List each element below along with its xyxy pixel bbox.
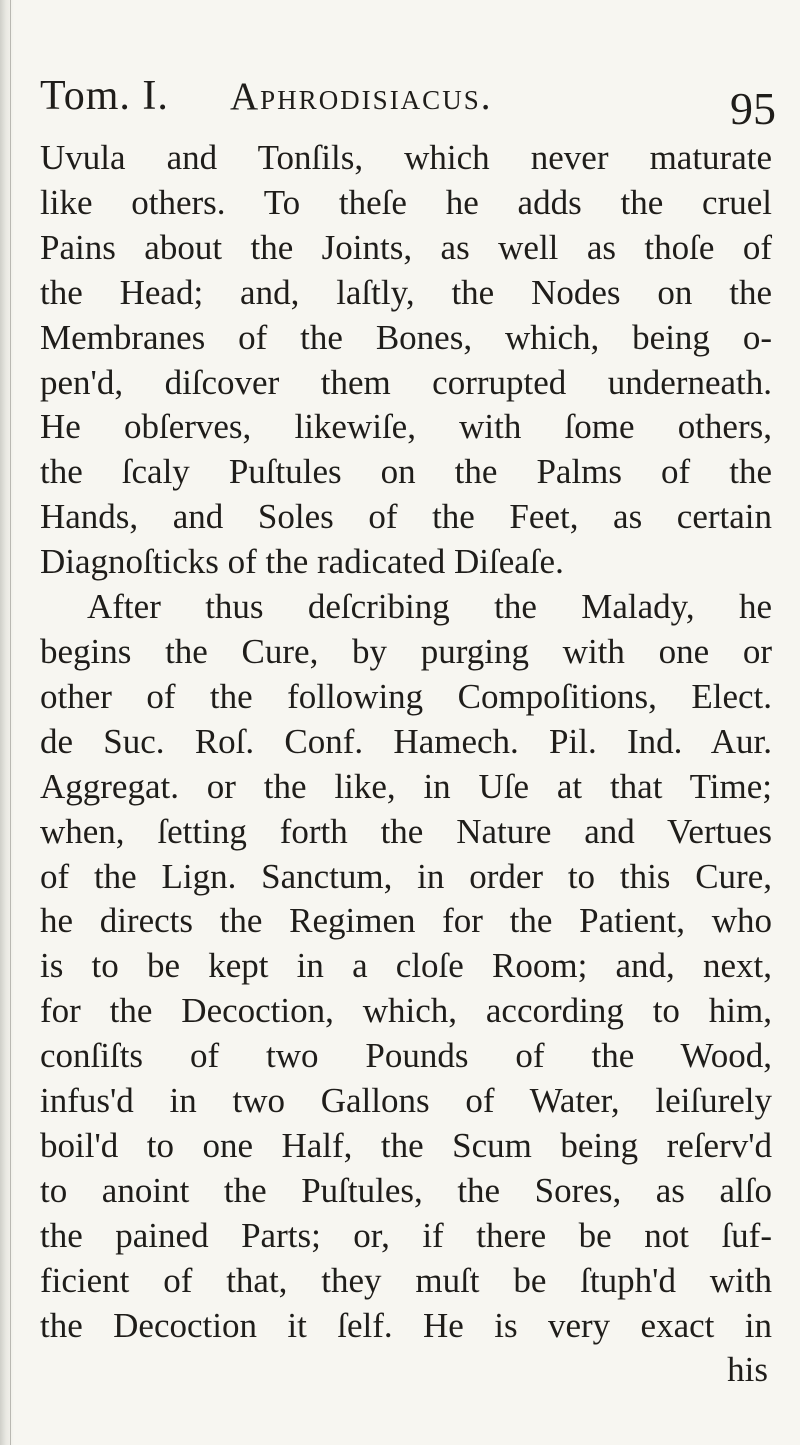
text-line: ficient of that, they muſt be ſtuph'd with [40, 1260, 772, 1300]
text-line: is to be kept in a cloſe Room; and, next, [40, 946, 772, 986]
text-line: Aggregat. or the like, in Uſe at that Time; [40, 766, 772, 806]
page-gutter-shadow [0, 0, 14, 1445]
page-number: 95 [730, 83, 776, 134]
text-line: the Head; and, laſtly, the Nodes on the [40, 272, 772, 312]
book-page [40, 72, 776, 1393]
text-line: infus'd in two Gallons of Water, leiſurely [40, 1081, 772, 1121]
text-line: like others. To theſe he adds the cruel [40, 182, 772, 222]
text-line: de Suc. Roſ. Conf. Hamech. Pil. Ind. Aur. [40, 721, 772, 761]
running-head [40, 72, 776, 134]
text-line: pen'd, diſcover them corrupted underneath. [40, 362, 772, 402]
text-line: begins the Cure, by purging with one or [40, 631, 772, 671]
text-line: for the Decoction, which, according to him, [40, 991, 772, 1031]
text-line: the ſcaly Puſtules on the Palms of the [40, 452, 772, 492]
text-line: Pains about the Joints, as well as thoſe of [40, 227, 772, 267]
text-line: Diagnoſticks of the radicated Diſeaſe. [40, 542, 564, 582]
catchword: his [727, 1350, 768, 1390]
text-line: the Decoction it ſelf. He is very exact in [40, 1305, 772, 1345]
text-line: He obſerves, likewiſe, with ſome others, [40, 407, 772, 447]
text-line: Uvula and Tonſils, which never maturate [40, 138, 772, 177]
page-binding-edge [10, 0, 11, 1445]
body-text [40, 136, 772, 1393]
volume-label: Tom. I. [40, 73, 169, 119]
text-line: Hands, and Soles of the Feet, as certain [40, 497, 772, 537]
text-line: conſiſts of two Pounds of the Wood, [40, 1036, 772, 1076]
text-line: to anoint the Puſtules, the Sores, as alſo [40, 1170, 772, 1210]
running-title: Aphrodisiacus. [230, 75, 493, 118]
text-line: the pained Parts; or, if there be not ſuf- [40, 1215, 772, 1255]
text-line: of the Lign. Sanctum, in order to this Cure, [40, 856, 772, 896]
text-line: After thus deſcribing the Malady, he [87, 587, 772, 627]
text-line: boil'd to one Half, the Scum being reſerv'd [40, 1125, 772, 1165]
text-line: Membranes of the Bones, which, being o- [40, 317, 772, 357]
text-line: when, ſetting forth the Nature and Vertues [40, 811, 772, 851]
text-line: other of the following Compoſitions, Elect. [40, 676, 772, 716]
text-line: he directs the Regimen for the Patient, who [40, 901, 772, 941]
